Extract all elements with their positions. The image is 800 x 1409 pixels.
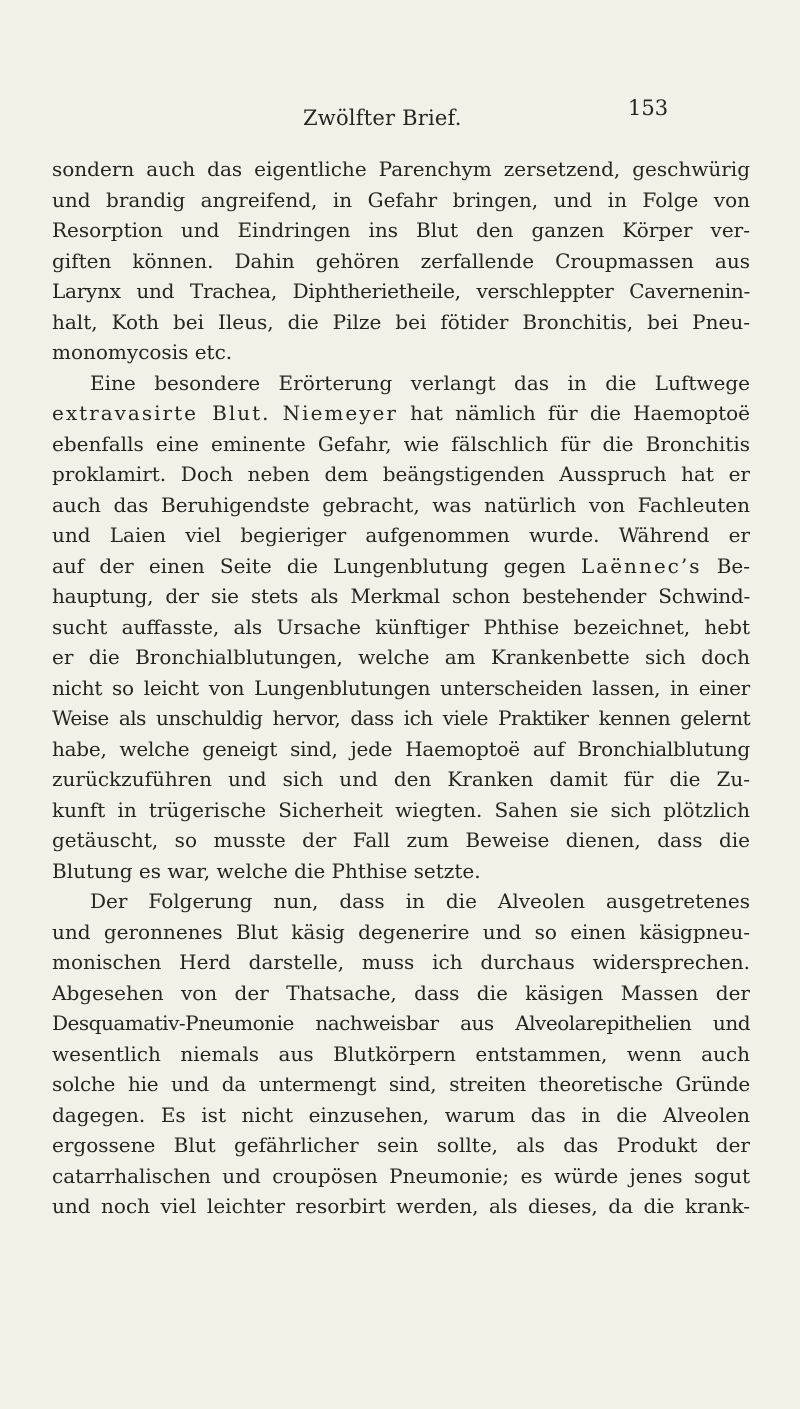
text-line: und brandig angreifend, in Gefahr bringen, und in Folge von xyxy=(52,187,750,212)
page-header xyxy=(0,96,800,136)
author-name: Laënnec’s xyxy=(581,553,702,578)
text-line: Abgesehen von der Thatsache, dass die käsigen Massen der xyxy=(52,980,750,1005)
text-line: er die Bronchialblutungen, welche am Krankenbette sich doch xyxy=(52,645,750,669)
text-line: ergossene Blut gefährlicher sein sollte, als das Produkt der xyxy=(52,1133,750,1157)
text-line: auch das Beruhigendste gebracht, was natürlich von Fachleuten xyxy=(52,492,750,517)
running-title: Zwölfter Brief. xyxy=(303,106,462,130)
text-line: und geronnenes Blut käsig degenerire und so einen käsigpneu- xyxy=(52,919,750,944)
text-line: Desquamativ-Pneumonie nachweisbar aus Alveolarepithelien und xyxy=(52,1011,750,1035)
text-line: extravasirte Blut. Niemeyer hat nämlich für die Haemoptoë xyxy=(52,401,751,425)
text-line: catarrhalischen und croupösen Pneumonie; es würde jenes sogut xyxy=(52,1163,750,1188)
text-line: dagegen. Es ist nicht einzusehen, warum das in die Alveolen xyxy=(52,1102,750,1127)
text-line: solche hie und da untermengt sind, streiten theoretische Gründe xyxy=(52,1072,750,1096)
author-name: Niemeyer xyxy=(282,401,398,425)
text-line: sondern auch das eigentliche Parenchym zersetzend, geschwürig xyxy=(52,157,750,181)
text-line: hauptung, der sie stets als Merkmal schon bestehender Schwind- xyxy=(52,584,750,608)
text-line: wesentlich niemals aus Blutkörpern entstammen, wenn auch xyxy=(52,1041,750,1066)
text-line: Eine besondere Erörterung verlangt das in die Luftwege xyxy=(90,370,750,395)
text-line: kunft in trügerische Sicherheit wiegten. Sahen sie sich plötzlich xyxy=(52,797,750,822)
body-text xyxy=(52,154,750,1222)
text-line: habe, welche geneigt sind, jede Haemoptoë auf Bronchialblutung xyxy=(52,736,750,761)
text-line: monischen Herd darstelle, muss ich durchaus widersprechen. xyxy=(52,950,750,974)
text-line: ebenfalls eine eminente Gefahr, wie fälschlich für die Bronchitis xyxy=(52,431,750,456)
text-line: und Laien viel begieriger aufgenommen wurde. Während er xyxy=(52,523,750,547)
text-line: proklamirt. Doch neben dem beängstigenden Ausspruch hat er xyxy=(52,462,750,486)
text-line: Resorption und Eindringen ins Blut den ganzen Körper ver- xyxy=(52,218,750,242)
text-line: nicht so leicht von Lungenblutungen unterscheiden lassen, in einer xyxy=(52,675,750,700)
page-number: 153 xyxy=(628,96,669,120)
text-line: und noch viel leichter resorbirt werden, als dieses, da die krank- xyxy=(52,1194,750,1218)
text-line: halt, Koth bei Ileus, die Pilze bei fötider Bronchitis, bei Pneu- xyxy=(52,309,750,334)
text-line: monomycosis etc. xyxy=(52,340,233,364)
text-line: getäuscht, so musste der Fall zum Beweise dienen, dass die xyxy=(52,828,750,852)
text-line: Larynx und Trachea, Diphtherietheile, verschleppter Cavernenin- xyxy=(52,279,750,303)
text-line: Weise als unschuldig hervor, dass ich viele Praktiker kennen gelernt xyxy=(52,706,750,730)
text-line: zurückzuführen und sich und den Kranken damit für die Zu- xyxy=(52,767,750,791)
text-line: giften können. Dahin gehören zerfallende Croupmassen aus xyxy=(52,248,750,273)
emphasis-spaced: extravasirte Blut. xyxy=(52,401,271,425)
text-line: Blutung es war, welche die Phthise setzte. xyxy=(52,858,481,883)
text-line: Der Folgerung nun, dass in die Alveolen ausgetretenes xyxy=(90,889,750,913)
text-line: auf der einen Seite die Lungenblutung gegen Laënnec’s Be- xyxy=(52,553,750,578)
text-line: sucht auffasste, als Ursache künftiger Phthise bezeichnet, hebt xyxy=(52,614,750,639)
